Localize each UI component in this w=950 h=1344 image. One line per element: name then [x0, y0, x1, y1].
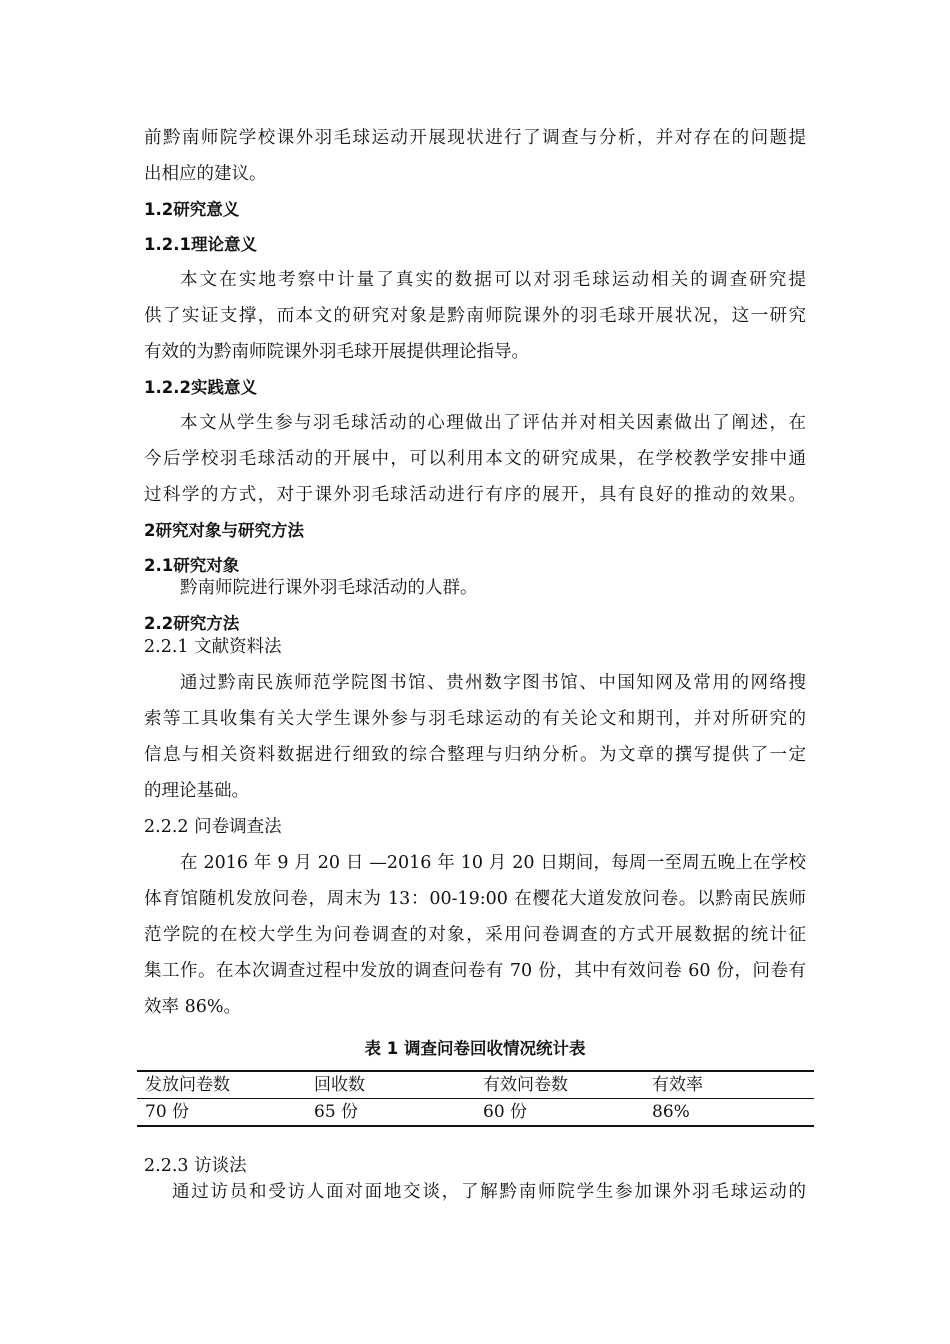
subsection-heading: 1.2.1理论意义: [144, 235, 257, 254]
paragraph-line: 前黔南师院学校课外羽毛球运动开展现状进行了调查与分析，并对存在的问题提: [144, 128, 806, 148]
section-heading: 1.2研究意义: [144, 200, 240, 219]
table-header-cell: 发放问卷数: [145, 1075, 230, 1095]
paragraph-line: 信息与相关资料数据进行细致的综合整理与归纳分析。为文章的撰写提供了一定: [144, 745, 806, 765]
paragraph-line: 通过访员和受访人面对面地交谈，了解黔南师院学生参加课外羽毛球运动的: [172, 1182, 806, 1202]
section-heading: 2.2研究方法: [144, 614, 240, 633]
subsection-heading: 2.2.3 访谈法: [144, 1156, 247, 1176]
paragraph-line: 黔南师院进行课外羽毛球活动的人群。: [180, 578, 478, 598]
paragraph-line: 过科学的方式，对于课外羽毛球活动进行有序的展开，具有良好的推动的效果。: [144, 485, 806, 505]
paragraph-line: 范学院的在校大学生为问卷调查的对象，采用问卷调查的方式开展数据的统计征: [144, 925, 806, 945]
table-header-cell: 有效率: [652, 1075, 703, 1095]
paragraph-line: 效率 86%。: [144, 997, 241, 1017]
paragraph-line: 在 2016 年 9 月 20 日 —2016 年 10 月 20 日期间，每周一至周五晚上在学校: [180, 853, 806, 873]
paragraph-line: 今后学校羽毛球活动的开展中，可以利用本文的研究成果，在学校教学安排中通: [144, 449, 806, 469]
paragraph-line: 集工作。在本次调查过程中发放的调查问卷有 70 份，其中有效问卷 60 份，问卷有: [144, 961, 806, 981]
table-header-rule: [137, 1098, 814, 1099]
paragraph-line: 本文从学生参与羽毛球活动的心理做出了评估并对相关因素做出了阐述，在: [180, 413, 806, 433]
table-cell: 65 份: [314, 1102, 359, 1122]
table-cell: 60 份: [483, 1102, 528, 1122]
table-header-cell: 回收数: [314, 1075, 365, 1095]
table-header-cell: 有效问卷数: [483, 1075, 568, 1095]
section-heading: 2.1研究对象: [144, 556, 240, 575]
paragraph-line: 通过黔南民族师范学院图书馆、贵州数字图书馆、中国知网及常用的网络搜: [180, 673, 806, 693]
paragraph-line: 索等工具收集有关大学生课外参与羽毛球运动的有关论文和期刊，并对所研究的: [144, 709, 806, 729]
paragraph-line: 本文在实地考察中计量了真实的数据可以对羽毛球运动相关的调查研究提: [180, 270, 806, 290]
paragraph-line: 出相应的建议。: [144, 164, 267, 184]
paragraph-line: 的理论基础。: [144, 781, 249, 801]
subsection-heading: 2.2.2 问卷调查法: [144, 817, 282, 837]
table-top-rule: [137, 1070, 814, 1072]
table-cell: 70 份: [145, 1102, 190, 1122]
table-caption: 表 1 调查问卷回收情况统计表: [364, 1039, 586, 1058]
paragraph-line: 供了实证支撑，而本文的研究对象是黔南师院课外的羽毛球开展状况，这一研究: [144, 306, 806, 326]
table-bottom-rule: [137, 1125, 814, 1127]
paragraph-line: 有效的为黔南师院课外羽毛球开展提供理论指导。: [144, 342, 529, 362]
table-cell: 86%: [652, 1102, 690, 1122]
subsection-heading: 2.2.1 文献资料法: [144, 637, 282, 657]
paragraph-line: 体育馆随机发放问卷，周末为 13：00-19:00 在樱花大道发放问卷。以黔南民族师: [144, 889, 806, 909]
subsection-heading: 1.2.2实践意义: [144, 378, 257, 397]
chapter-heading: 2研究对象与研究方法: [144, 521, 304, 540]
